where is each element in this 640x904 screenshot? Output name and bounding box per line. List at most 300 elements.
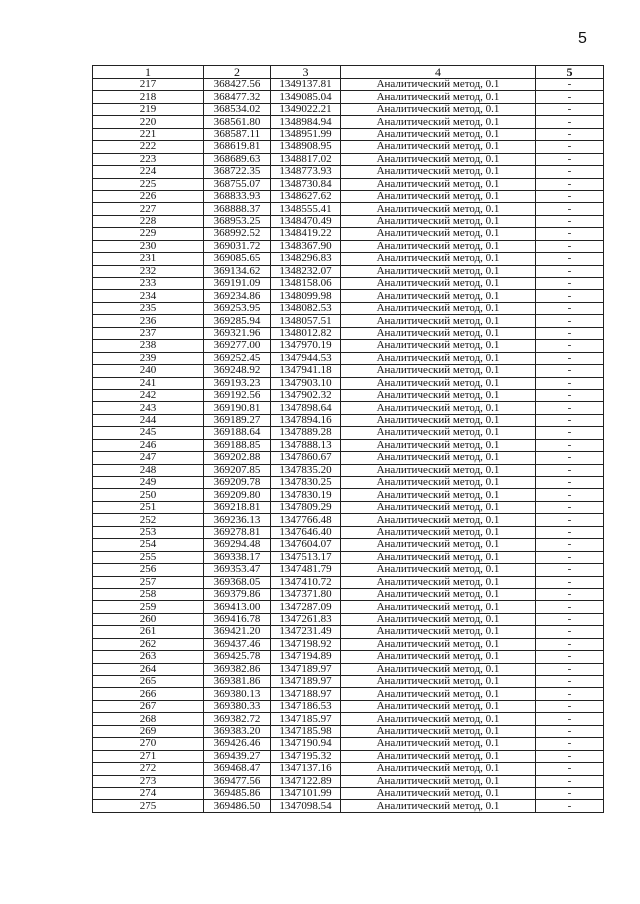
method-cell: Аналитический метод, 0.1 [341,601,536,613]
note-cell: - [536,103,604,115]
point-number-cell: 246 [93,439,204,451]
point-number-cell: 230 [93,240,204,252]
table-row [93,128,604,140]
x-coordinate-cell: 368561.80 [204,116,271,128]
y-coordinate-cell: 1348730.84 [271,178,341,190]
note-cell: - [536,128,604,140]
table-row [93,166,604,178]
y-coordinate-cell: 1347122.89 [271,775,341,787]
note-cell: - [536,750,604,762]
method-cell: Аналитический метод, 0.1 [341,141,536,153]
point-number-cell: 247 [93,452,204,464]
y-coordinate-cell: 1348817.02 [271,153,341,165]
note-cell: - [536,215,604,227]
table-row [93,638,604,650]
method-cell: Аналитический метод, 0.1 [341,215,536,227]
x-coordinate-cell: 368619.81 [204,141,271,153]
x-coordinate-cell: 368689.63 [204,153,271,165]
point-number-cell: 217 [93,79,204,91]
table-row [93,79,604,91]
method-cell: Аналитический метод, 0.1 [341,91,536,103]
table-row [93,203,604,215]
note-cell: - [536,452,604,464]
table-row [93,663,604,675]
y-coordinate-cell: 1348082.53 [271,302,341,314]
y-coordinate-cell: 1347970.19 [271,340,341,352]
table-row [93,414,604,426]
x-coordinate-cell: 368755.07 [204,178,271,190]
y-coordinate-cell: 1347189.97 [271,663,341,675]
method-cell: Аналитический метод, 0.1 [341,477,536,489]
note-cell: - [536,688,604,700]
table-row [93,265,604,277]
method-cell: Аналитический метод, 0.1 [341,315,536,327]
method-cell: Аналитический метод, 0.1 [341,327,536,339]
x-coordinate-cell: 369188.64 [204,427,271,439]
x-coordinate-cell: 369192.56 [204,389,271,401]
table-row [93,501,604,513]
x-coordinate-cell: 369234.86 [204,290,271,302]
point-number-cell: 259 [93,601,204,613]
table-row [93,290,604,302]
table-row [93,738,604,750]
y-coordinate-cell: 1348419.22 [271,228,341,240]
table-row [93,514,604,526]
x-coordinate-cell: 369191.09 [204,278,271,290]
table-row [93,240,604,252]
x-coordinate-cell: 369218.81 [204,501,271,513]
x-coordinate-cell: 369248.92 [204,365,271,377]
method-cell: Аналитический метод, 0.1 [341,128,536,140]
method-cell: Аналитический метод, 0.1 [341,588,536,600]
method-cell: Аналитический метод, 0.1 [341,775,536,787]
point-number-cell: 270 [93,738,204,750]
table-row [93,651,604,663]
table-row [93,688,604,700]
note-cell: - [536,352,604,364]
y-coordinate-cell: 1347185.97 [271,713,341,725]
point-number-cell: 232 [93,265,204,277]
method-cell: Аналитический метод, 0.1 [341,402,536,414]
method-cell: Аналитический метод, 0.1 [341,713,536,725]
y-coordinate-cell: 1348555.41 [271,203,341,215]
x-coordinate-cell: 369379.86 [204,588,271,600]
point-number-cell: 223 [93,153,204,165]
table-row [93,775,604,787]
method-cell: Аналитический метод, 0.1 [341,278,536,290]
table-row [93,613,604,625]
table-row [93,477,604,489]
note-cell: - [536,365,604,377]
note-cell: - [536,414,604,426]
note-cell: - [536,91,604,103]
y-coordinate-cell: 1347261.83 [271,613,341,625]
point-number-cell: 265 [93,676,204,688]
point-number-cell: 241 [93,377,204,389]
method-cell: Аналитический метод, 0.1 [341,178,536,190]
point-number-cell: 244 [93,414,204,426]
method-cell: Аналитический метод, 0.1 [341,203,536,215]
x-coordinate-cell: 369085.65 [204,253,271,265]
table-row [93,588,604,600]
x-coordinate-cell: 369321.96 [204,327,271,339]
coordinates-table [92,65,604,813]
note-cell: - [536,551,604,563]
note-cell: - [536,713,604,725]
table-row [93,389,604,401]
y-coordinate-cell: 1348158.06 [271,278,341,290]
x-coordinate-cell: 369031.72 [204,240,271,252]
table-row [93,800,604,812]
x-coordinate-cell: 368477.32 [204,91,271,103]
y-coordinate-cell: 1348057.51 [271,315,341,327]
table-row [93,551,604,563]
note-cell: - [536,601,604,613]
method-cell: Аналитический метод, 0.1 [341,539,536,551]
x-coordinate-cell: 369338.17 [204,551,271,563]
note-cell: - [536,787,604,799]
x-coordinate-cell: 369202.88 [204,452,271,464]
point-number-cell: 237 [93,327,204,339]
note-cell: - [536,427,604,439]
point-number-cell: 236 [93,315,204,327]
table-row [93,452,604,464]
table-row [93,340,604,352]
x-coordinate-cell: 369252.45 [204,352,271,364]
table-row [93,489,604,501]
x-coordinate-cell: 369294.48 [204,539,271,551]
point-number-cell: 240 [93,365,204,377]
table-row [93,626,604,638]
y-coordinate-cell: 1347902.32 [271,389,341,401]
y-coordinate-cell: 1347410.72 [271,576,341,588]
note-cell: - [536,178,604,190]
x-coordinate-cell: 369190.81 [204,402,271,414]
y-coordinate-cell: 1347860.67 [271,452,341,464]
table-row [93,190,604,202]
column-header-1: 1 [93,66,204,79]
x-coordinate-cell: 369368.05 [204,576,271,588]
point-number-cell: 225 [93,178,204,190]
note-cell: - [536,265,604,277]
table-row [93,302,604,314]
x-coordinate-cell: 369253.95 [204,302,271,314]
table-row [93,601,604,613]
note-cell: - [536,676,604,688]
table-row [93,539,604,551]
method-cell: Аналитический метод, 0.1 [341,738,536,750]
table-row [93,713,604,725]
point-number-cell: 257 [93,576,204,588]
y-coordinate-cell: 1347898.64 [271,402,341,414]
note-cell: - [536,141,604,153]
table-row [93,725,604,737]
note-cell: - [536,725,604,737]
method-cell: Аналитический метод, 0.1 [341,688,536,700]
method-cell: Аналитический метод, 0.1 [341,725,536,737]
point-number-cell: 231 [93,253,204,265]
y-coordinate-cell: 1348908.95 [271,141,341,153]
method-cell: Аналитический метод, 0.1 [341,240,536,252]
x-coordinate-cell: 369209.78 [204,477,271,489]
point-number-cell: 218 [93,91,204,103]
method-cell: Аналитический метод, 0.1 [341,302,536,314]
x-coordinate-cell: 369485.86 [204,787,271,799]
table-row [93,763,604,775]
point-number-cell: 239 [93,352,204,364]
note-cell: - [536,327,604,339]
x-coordinate-cell: 369382.86 [204,663,271,675]
method-cell: Аналитический метод, 0.1 [341,676,536,688]
note-cell: - [536,489,604,501]
x-coordinate-cell: 369468.47 [204,763,271,775]
point-number-cell: 224 [93,166,204,178]
note-cell: - [536,477,604,489]
point-number-cell: 235 [93,302,204,314]
note-cell: - [536,203,604,215]
point-number-cell: 222 [93,141,204,153]
method-cell: Аналитический метод, 0.1 [341,800,536,812]
x-coordinate-cell: 369207.85 [204,464,271,476]
note-cell: - [536,190,604,202]
y-coordinate-cell: 1347098.54 [271,800,341,812]
point-number-cell: 255 [93,551,204,563]
point-number-cell: 268 [93,713,204,725]
method-cell: Аналитический метод, 0.1 [341,564,536,576]
point-number-cell: 272 [93,763,204,775]
method-cell: Аналитический метод, 0.1 [341,265,536,277]
method-cell: Аналитический метод, 0.1 [341,763,536,775]
method-cell: Аналитический метод, 0.1 [341,389,536,401]
method-cell: Аналитический метод, 0.1 [341,352,536,364]
note-cell: - [536,278,604,290]
x-coordinate-cell: 369278.81 [204,526,271,538]
point-number-cell: 256 [93,564,204,576]
point-number-cell: 248 [93,464,204,476]
x-coordinate-cell: 369189.27 [204,414,271,426]
point-number-cell: 263 [93,651,204,663]
x-coordinate-cell: 369437.46 [204,638,271,650]
y-coordinate-cell: 1347944.53 [271,352,341,364]
method-cell: Аналитический метод, 0.1 [341,514,536,526]
x-coordinate-cell: 368427.56 [204,79,271,91]
point-number-cell: 252 [93,514,204,526]
note-cell: - [536,377,604,389]
point-number-cell: 233 [93,278,204,290]
point-number-cell: 274 [93,787,204,799]
y-coordinate-cell: 1348773.93 [271,166,341,178]
y-coordinate-cell: 1349085.04 [271,91,341,103]
x-coordinate-cell: 369236.13 [204,514,271,526]
table-row [93,787,604,799]
method-cell: Аналитический метод, 0.1 [341,576,536,588]
y-coordinate-cell: 1347513.17 [271,551,341,563]
point-number-cell: 273 [93,775,204,787]
table-row [93,402,604,414]
x-coordinate-cell: 369383.20 [204,725,271,737]
x-coordinate-cell: 369277.00 [204,340,271,352]
y-coordinate-cell: 1348627.62 [271,190,341,202]
y-coordinate-cell: 1348099.98 [271,290,341,302]
method-cell: Аналитический метод, 0.1 [341,414,536,426]
table-row [93,278,604,290]
y-coordinate-cell: 1347809.29 [271,501,341,513]
x-coordinate-cell: 369486.50 [204,800,271,812]
y-coordinate-cell: 1347604.07 [271,539,341,551]
method-cell: Аналитический метод, 0.1 [341,253,536,265]
note-cell: - [536,439,604,451]
note-cell: - [536,228,604,240]
method-cell: Аналитический метод, 0.1 [341,340,536,352]
y-coordinate-cell: 1347888.13 [271,439,341,451]
y-coordinate-cell: 1348951.99 [271,128,341,140]
y-coordinate-cell: 1347231.49 [271,626,341,638]
point-number-cell: 275 [93,800,204,812]
note-cell: - [536,539,604,551]
note-cell: - [536,663,604,675]
method-cell: Аналитический метод, 0.1 [341,452,536,464]
page-number: 5 [578,30,587,47]
note-cell: - [536,651,604,663]
point-number-cell: 262 [93,638,204,650]
point-number-cell: 219 [93,103,204,115]
point-number-cell: 220 [93,116,204,128]
y-coordinate-cell: 1347194.89 [271,651,341,663]
point-number-cell: 260 [93,613,204,625]
point-number-cell: 269 [93,725,204,737]
method-cell: Аналитический метод, 0.1 [341,750,536,762]
table-row [93,700,604,712]
note-cell: - [536,700,604,712]
y-coordinate-cell: 1347371.80 [271,588,341,600]
y-coordinate-cell: 1347190.94 [271,738,341,750]
y-coordinate-cell: 1347185.98 [271,725,341,737]
method-cell: Аналитический метод, 0.1 [341,526,536,538]
note-cell: - [536,588,604,600]
x-coordinate-cell: 368833.93 [204,190,271,202]
note-cell: - [536,464,604,476]
method-cell: Аналитический метод, 0.1 [341,626,536,638]
method-cell: Аналитический метод, 0.1 [341,166,536,178]
note-cell: - [536,302,604,314]
table-header-row [93,66,604,79]
y-coordinate-cell: 1347894.16 [271,414,341,426]
x-coordinate-cell: 369209.80 [204,489,271,501]
point-number-cell: 267 [93,700,204,712]
y-coordinate-cell: 1347195.32 [271,750,341,762]
point-number-cell: 226 [93,190,204,202]
point-number-cell: 271 [93,750,204,762]
point-number-cell: 254 [93,539,204,551]
method-cell: Аналитический метод, 0.1 [341,651,536,663]
point-number-cell: 261 [93,626,204,638]
point-number-cell: 250 [93,489,204,501]
method-cell: Аналитический метод, 0.1 [341,501,536,513]
method-cell: Аналитический метод, 0.1 [341,489,536,501]
method-cell: Аналитический метод, 0.1 [341,439,536,451]
note-cell: - [536,315,604,327]
point-number-cell: 266 [93,688,204,700]
point-number-cell: 229 [93,228,204,240]
point-number-cell: 251 [93,501,204,513]
y-coordinate-cell: 1347941.18 [271,365,341,377]
x-coordinate-cell: 369477.56 [204,775,271,787]
x-coordinate-cell: 369380.33 [204,700,271,712]
table-row [93,427,604,439]
y-coordinate-cell: 1347189.97 [271,676,341,688]
point-number-cell: 249 [93,477,204,489]
method-cell: Аналитический метод, 0.1 [341,638,536,650]
x-coordinate-cell: 369285.94 [204,315,271,327]
x-coordinate-cell: 369426.46 [204,738,271,750]
method-cell: Аналитический метод, 0.1 [341,116,536,128]
y-coordinate-cell: 1348232.07 [271,265,341,277]
method-cell: Аналитический метод, 0.1 [341,290,536,302]
y-coordinate-cell: 1347481.79 [271,564,341,576]
note-cell: - [536,526,604,538]
note-cell: - [536,514,604,526]
point-number-cell: 238 [93,340,204,352]
y-coordinate-cell: 1348984.94 [271,116,341,128]
method-cell: Аналитический метод, 0.1 [341,190,536,202]
y-coordinate-cell: 1347186.53 [271,700,341,712]
y-coordinate-cell: 1348367.90 [271,240,341,252]
table-row [93,576,604,588]
table-body [93,79,604,813]
note-cell: - [536,763,604,775]
method-cell: Аналитический метод, 0.1 [341,700,536,712]
x-coordinate-cell: 369425.78 [204,651,271,663]
table-row [93,215,604,227]
x-coordinate-cell: 369382.72 [204,713,271,725]
y-coordinate-cell: 1349137.81 [271,79,341,91]
table-row [93,439,604,451]
y-coordinate-cell: 1347830.19 [271,489,341,501]
method-cell: Аналитический метод, 0.1 [341,228,536,240]
note-cell: - [536,626,604,638]
note-cell: - [536,564,604,576]
x-coordinate-cell: 369439.27 [204,750,271,762]
table-row [93,178,604,190]
point-number-cell: 245 [93,427,204,439]
table-row [93,464,604,476]
x-coordinate-cell: 368722.35 [204,166,271,178]
column-header-3: 3 [271,66,341,79]
table-row [93,315,604,327]
x-coordinate-cell: 368587.11 [204,128,271,140]
point-number-cell: 243 [93,402,204,414]
method-cell: Аналитический метод, 0.1 [341,613,536,625]
note-cell: - [536,738,604,750]
note-cell: - [536,79,604,91]
note-cell: - [536,613,604,625]
table-row [93,253,604,265]
x-coordinate-cell: 368534.02 [204,103,271,115]
note-cell: - [536,116,604,128]
note-cell: - [536,153,604,165]
y-coordinate-cell: 1348296.83 [271,253,341,265]
x-coordinate-cell: 369421.20 [204,626,271,638]
y-coordinate-cell: 1347766.48 [271,514,341,526]
note-cell: - [536,775,604,787]
x-coordinate-cell: 369134.62 [204,265,271,277]
table-row [93,327,604,339]
y-coordinate-cell: 1347287.09 [271,601,341,613]
note-cell: - [536,638,604,650]
column-header-4: 4 [341,66,536,79]
table-row [93,750,604,762]
x-coordinate-cell: 368888.37 [204,203,271,215]
